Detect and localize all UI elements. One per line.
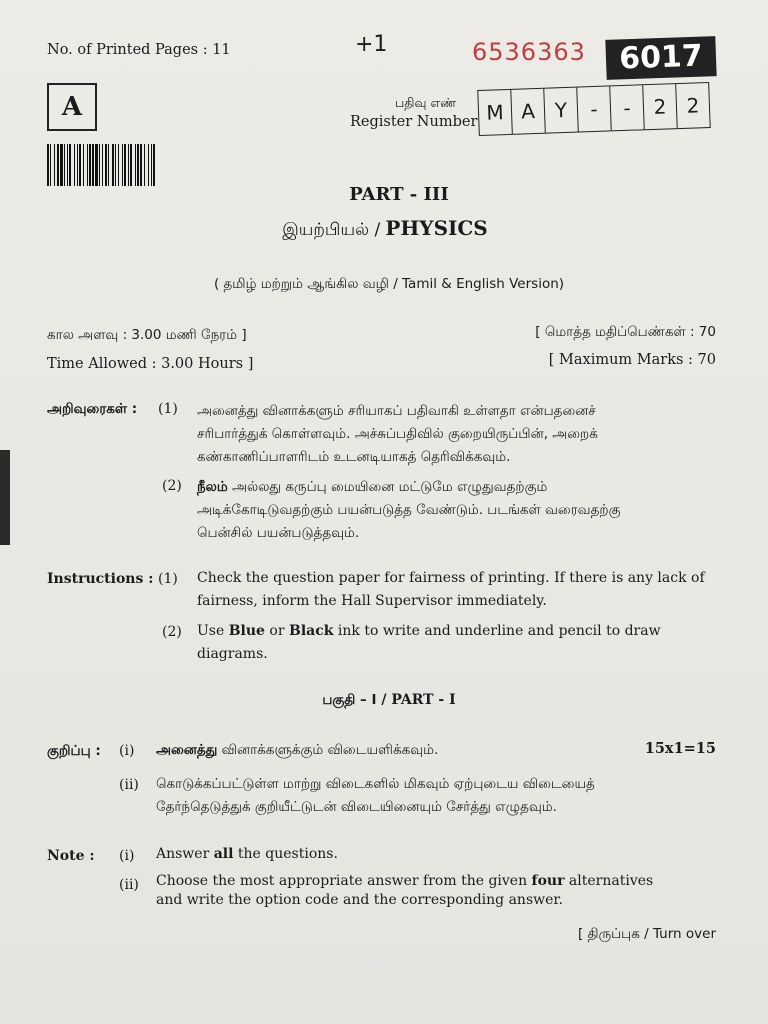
text-span: Use: [197, 623, 229, 639]
part-one-heading: [0, 689, 768, 710]
text-line: [197, 476, 717, 499]
barcode-bar: [153, 144, 155, 186]
bold-word: நீலம்: [197, 479, 228, 495]
register-cell: -: [577, 86, 612, 131]
barcode-bar: [118, 144, 119, 186]
barcode-bar: [69, 144, 71, 186]
instruction-en-1-number: (1): [158, 571, 178, 587]
text-line: சரிபார்த்துக் கொள்ளவும். அச்சுப்பதிவில் குறையிருப்பின், அறைக்: [197, 426, 598, 442]
text-line: கொடுக்கப்பட்டுள்ள மாற்று விடைகளில் மிகவும் ஏற்புடைய விடையைத்: [156, 776, 595, 792]
subject-title: [0, 216, 768, 242]
text-span: Answer: [156, 846, 214, 862]
note-en-ii-number: (ii): [119, 877, 139, 893]
marks-tamil: [ மொத்த மதிப்பெண்கள் : 70: [535, 324, 716, 340]
barcode-bar: [60, 144, 63, 186]
barcode-bar: [92, 144, 94, 186]
text-line: fairness, inform the Hall Supervisor immediately.: [197, 593, 547, 609]
barcode-bar: [77, 144, 78, 186]
note-ta-ii: [156, 773, 716, 819]
register-cell: Y: [544, 88, 579, 133]
register-cell: 2: [686, 93, 700, 118]
plus-one-mark: +1: [355, 32, 388, 57]
note-tamil-label: குறிப்பு :: [47, 743, 101, 759]
barcode-bar: [130, 144, 132, 186]
register-cell: 2: [643, 84, 678, 129]
instruction-ta-1-number: (1): [158, 401, 178, 417]
text-line: [156, 872, 716, 891]
barcode-bar: [95, 144, 98, 186]
paper-code-box: 6017: [605, 36, 716, 80]
barcode-bar: [67, 144, 68, 186]
text-span: அல்லது கருப்பு மையினை மட்டுமே எழுதுவதற்கும்: [227, 479, 548, 495]
text-span: the questions.: [233, 846, 338, 862]
barcode-bar: [135, 144, 136, 186]
barcode-bar: [74, 144, 75, 186]
note-english-label: Note :: [47, 848, 95, 864]
barcode-bar: [47, 144, 49, 186]
marks-allocation: 15x1=15: [644, 740, 716, 757]
barcode-bar: [54, 144, 55, 186]
text-line: அனைத்து வினாக்களும் சரியாகப் பதிவாகி உள்ளதா என்பதனைச்: [197, 403, 596, 419]
instruction-en-1: [197, 567, 727, 613]
barcode-bar: [128, 144, 129, 186]
register-label-tamil: பதிவு எண்: [395, 95, 457, 110]
bold-word: Black: [289, 623, 334, 639]
time-tamil: கால அளவு : 3.00 மணி நேரம் ]: [47, 327, 247, 343]
barcode-bar: [50, 144, 51, 186]
time-english: Time Allowed : 3.00 Hours ]: [47, 356, 254, 372]
instruction-en-2-number: (2): [162, 624, 182, 640]
printed-pages: No. of Printed Pages : 11: [47, 42, 231, 58]
instruction-en-2: [197, 620, 727, 666]
heading-english: / PART - I: [376, 692, 456, 708]
barcode-bar: [137, 144, 139, 186]
part-title: PART - III: [349, 184, 449, 205]
register-label-english: Register Number: [350, 114, 478, 130]
text-line: [197, 620, 727, 643]
bold-word: all: [213, 846, 234, 862]
turn-over-note: [578, 926, 716, 944]
barcode-bar: [87, 144, 88, 186]
text-span: alternatives: [564, 873, 654, 889]
subject-english: PHYSICS: [385, 216, 488, 240]
barcode-bar: [83, 144, 84, 186]
barcode-bar: [64, 144, 65, 186]
text-line: and write the option code and the corresponding answer.: [156, 892, 563, 908]
instruction-ta-2: [197, 476, 717, 545]
text-span: or: [264, 623, 289, 639]
subject-tamil: இயற்பியல் /: [282, 220, 381, 240]
note-en-i: [156, 846, 338, 862]
page-edge-mark: [0, 450, 10, 545]
text-line: Check the question paper for fairness of printing. If there is any lack of: [197, 570, 705, 586]
barcode: [47, 144, 250, 186]
bold-word: அனைத்து: [156, 742, 218, 758]
barcode-bar: [151, 144, 152, 186]
register-cell: A: [511, 89, 546, 134]
note-ta-i-number: (i): [119, 743, 135, 759]
barcode-bar: [112, 144, 114, 186]
series-box: A: [47, 83, 97, 131]
barcode-bar: [140, 144, 142, 186]
text-line: தேர்ந்தெடுத்துக் குறியீட்டுடன் விடையினையும் சேர்த்து எழுதவும்.: [156, 799, 557, 815]
heading-tamil: பகுதி – I: [322, 692, 377, 708]
barcode-bar: [89, 144, 91, 186]
note-en-i-number: (i): [119, 848, 135, 864]
bold-word: Blue: [228, 623, 265, 639]
text-span: Choose the most appropriate answer from the given: [156, 873, 532, 889]
barcode-bar: [105, 144, 107, 186]
barcode-bar: [122, 144, 123, 186]
note-ta-ii-number: (ii): [119, 777, 139, 793]
version-line: ( தமிழ் மற்றும் ஆங்கில வழி / Tamil & English Version): [213, 276, 565, 292]
note-en-ii: [156, 872, 716, 910]
text-line: கண்காணிப்பாளரிடம் உடனடியாகத் தெரிவிக்கவும்.: [197, 449, 511, 465]
text-span: ink to write and underline and pencil to draw: [333, 623, 661, 639]
turn-over-text: [ திருப்புக / Turn over: [577, 926, 716, 942]
register-cell: -: [610, 85, 645, 130]
barcode-bar: [115, 144, 116, 186]
text-line: diagrams.: [197, 646, 268, 662]
note-ta-i: [156, 742, 438, 760]
bold-word: four: [531, 873, 565, 889]
barcode-bar: [124, 144, 126, 186]
text-line: பென்சில் பயன்படுத்தவும்.: [197, 525, 360, 541]
red-serial-number: 6536363: [472, 38, 586, 66]
barcode-bar: [57, 144, 59, 186]
text-line: அடிக்கோடிடுவதற்கும் பயன்படுத்த வேண்டும். படங்கள் வரைவதற்கு: [197, 502, 621, 518]
instructions-tamil-label: அறிவுரைகள் :: [47, 401, 138, 417]
barcode-bar: [108, 144, 109, 186]
instruction-ta-1: [197, 400, 717, 469]
barcode-bar: [102, 144, 103, 186]
barcode-bar: [79, 144, 81, 186]
barcode-bar: [99, 144, 100, 186]
instructions-english-label: Instructions :: [47, 571, 154, 587]
marks-english: [ Maximum Marks : 70: [548, 352, 716, 368]
barcode-bar: [148, 144, 149, 186]
register-number-boxes: [477, 82, 710, 136]
register-cell: M: [478, 90, 513, 135]
barcode-bar: [144, 144, 145, 186]
instruction-ta-2-number: (2): [162, 478, 182, 494]
text-span: வினாக்களுக்கும் விடையளிக்கவும்.: [217, 742, 439, 758]
